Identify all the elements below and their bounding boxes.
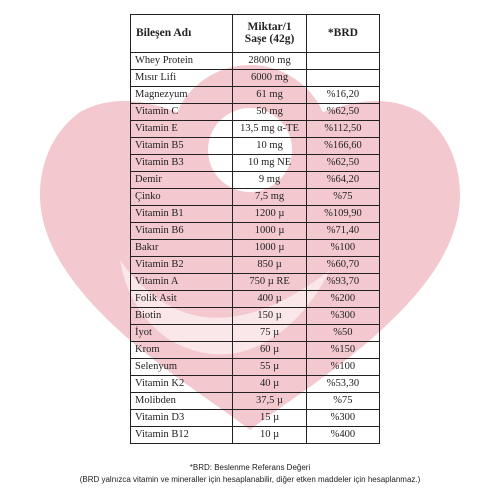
table-row xyxy=(131,53,380,70)
brd-cell: %300 xyxy=(306,410,379,427)
amount-cell: 75 µ xyxy=(233,325,307,342)
brd-cell: %60,70 xyxy=(306,257,379,274)
amount-cell: 61 mg xyxy=(233,87,307,104)
table-row xyxy=(131,274,380,291)
amount-cell: 150 µ xyxy=(233,308,307,325)
header-amount xyxy=(233,15,307,53)
table-row xyxy=(131,223,380,240)
ingredient-name-cell: Biotin xyxy=(131,308,233,325)
amount-cell: 1000 µ xyxy=(233,240,307,257)
amount-cell: 40 µ xyxy=(233,376,307,393)
brd-cell: %62,50 xyxy=(306,104,379,121)
table-header-row xyxy=(131,15,380,53)
brd-cell: %166,60 xyxy=(306,138,379,155)
table-row xyxy=(131,138,380,155)
brd-cell xyxy=(306,70,379,87)
brd-cell: %50 xyxy=(306,325,379,342)
amount-cell: 6000 mg xyxy=(233,70,307,87)
amount-cell: 55 µ xyxy=(233,359,307,376)
header-amount-line2: Saşe (42g) xyxy=(244,32,295,45)
table-row xyxy=(131,104,380,121)
ingredient-name-cell: İyot xyxy=(131,325,233,342)
table-row xyxy=(131,308,380,325)
brd-cell: %112,50 xyxy=(306,121,379,138)
header-brd: *BRD xyxy=(306,15,379,53)
brd-cell: %100 xyxy=(306,240,379,257)
amount-cell: 7,5 mg xyxy=(233,189,307,206)
amount-cell: 750 µ RE xyxy=(233,274,307,291)
amount-cell: 60 µ xyxy=(233,342,307,359)
amount-cell: 1200 µ xyxy=(233,206,307,223)
ingredient-name-cell: Folik Asit xyxy=(131,291,233,308)
amount-cell: 28000 mg xyxy=(233,53,307,70)
table-row xyxy=(131,342,380,359)
brd-cell: %150 xyxy=(306,342,379,359)
amount-cell: 1000 µ xyxy=(233,223,307,240)
brd-cell: %400 xyxy=(306,427,379,444)
brd-cell: %53,30 xyxy=(306,376,379,393)
ingredients-table xyxy=(130,14,380,444)
table-row xyxy=(131,70,380,87)
brd-cell xyxy=(306,53,379,70)
ingredient-name-cell: Mısır Lifi xyxy=(131,70,233,87)
amount-cell: 400 µ xyxy=(233,291,307,308)
ingredient-name-cell: Krom xyxy=(131,342,233,359)
brd-cell: %64,20 xyxy=(306,172,379,189)
table-row xyxy=(131,155,380,172)
ingredient-name-cell: Bakır xyxy=(131,240,233,257)
brd-cell: %300 xyxy=(306,308,379,325)
table-row xyxy=(131,257,380,274)
table-row xyxy=(131,359,380,376)
table-row xyxy=(131,376,380,393)
brd-cell: %16,20 xyxy=(306,87,379,104)
table-row xyxy=(131,240,380,257)
ingredient-name-cell: Vitamin B5 xyxy=(131,138,233,155)
table-body xyxy=(131,53,380,444)
ingredient-name-cell: Vitamin B2 xyxy=(131,257,233,274)
ingredient-name-cell: Whey Protein xyxy=(131,53,233,70)
ingredient-name-cell: Çinko xyxy=(131,189,233,206)
amount-cell: 850 µ xyxy=(233,257,307,274)
amount-cell: 13,5 mg α-TE xyxy=(233,121,307,138)
ingredient-name-cell: Vitamin B6 xyxy=(131,223,233,240)
amount-cell: 50 mg xyxy=(233,104,307,121)
ingredient-name-cell: Demir xyxy=(131,172,233,189)
table-row xyxy=(131,189,380,206)
footnote-brd-definition: *BRD: Beslenme Referans Değeri xyxy=(189,463,311,472)
brd-cell: %100 xyxy=(306,359,379,376)
amount-cell: 15 µ xyxy=(233,410,307,427)
brd-cell: %109,90 xyxy=(306,206,379,223)
ingredient-name-cell: Vitamin A xyxy=(131,274,233,291)
table-row xyxy=(131,427,380,444)
ingredient-name-cell: Vitamin C xyxy=(131,104,233,121)
amount-cell: 10 mg NE xyxy=(233,155,307,172)
ingredient-name-cell: Vitamin B1 xyxy=(131,206,233,223)
amount-cell: 10 µ xyxy=(233,427,307,444)
table-row xyxy=(131,172,380,189)
table-row xyxy=(131,206,380,223)
table-row xyxy=(131,393,380,410)
amount-cell: 10 mg xyxy=(233,138,307,155)
header-amount-line1: Miktar/1 xyxy=(247,21,292,33)
brd-cell: %93,70 xyxy=(306,274,379,291)
footnote-brd-note: (BRD yalnızca vitamin ve mineraller için hesaplanabilir, diğer etken maddeler için hesaplanmaz.) xyxy=(79,475,421,484)
ingredient-name-cell: Magnezyum xyxy=(131,87,233,104)
brd-cell: %200 xyxy=(306,291,379,308)
header-ingredient-name: Bileşen Adı xyxy=(131,15,233,53)
brd-cell: %62,50 xyxy=(306,155,379,172)
ingredient-name-cell: Vitamin D3 xyxy=(131,410,233,427)
ingredient-name-cell: Vitamin E xyxy=(131,121,233,138)
ingredient-name-cell: Vitamin K2 xyxy=(131,376,233,393)
ingredient-name-cell: Vitamin B12 xyxy=(131,427,233,444)
amount-cell: 37,5 µ xyxy=(233,393,307,410)
ingredient-name-cell: Vitamin B3 xyxy=(131,155,233,172)
table-row xyxy=(131,291,380,308)
ingredient-name-cell: Selenyum xyxy=(131,359,233,376)
brd-cell: %75 xyxy=(306,393,379,410)
table-row xyxy=(131,325,380,342)
table-row xyxy=(131,87,380,104)
amount-cell: 9 mg xyxy=(233,172,307,189)
brd-cell: %75 xyxy=(306,189,379,206)
brd-cell: %71,40 xyxy=(306,223,379,240)
table-row xyxy=(131,410,380,427)
ingredient-name-cell: Molibden xyxy=(131,393,233,410)
table-row xyxy=(131,121,380,138)
